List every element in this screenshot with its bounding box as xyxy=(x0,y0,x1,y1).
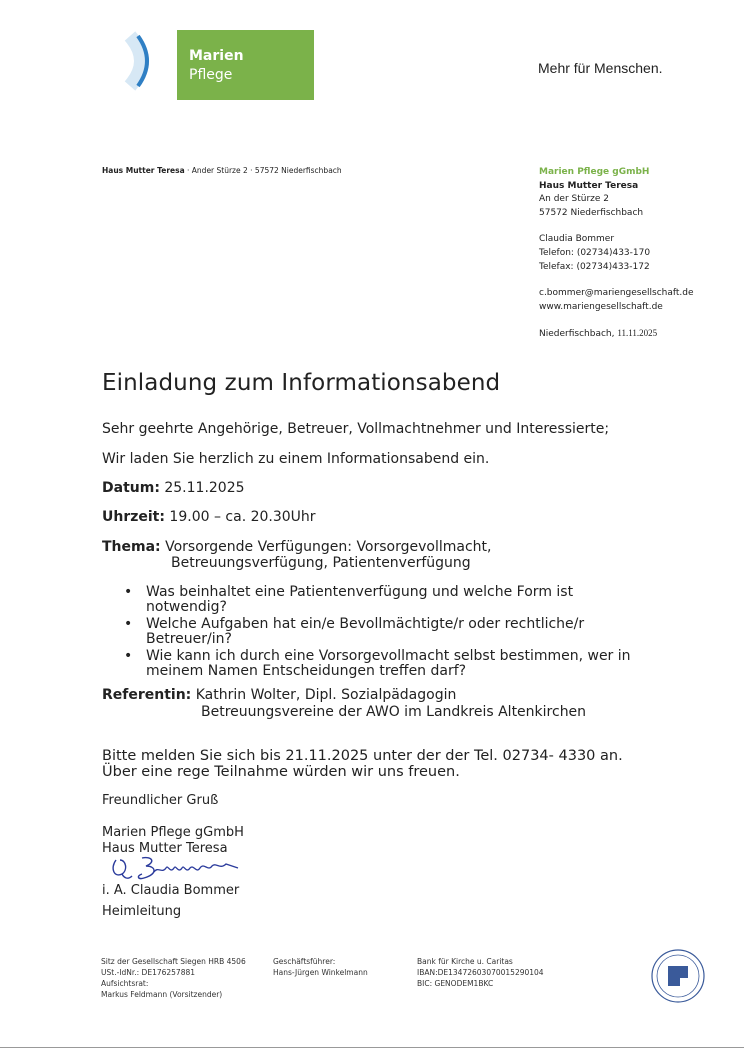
contact-person: Claudia Bommer xyxy=(539,234,615,245)
speaker-line-2: Betreuungsvereine der AWO im Landkreis Altenkirchen xyxy=(201,704,587,720)
list-item: • Wie kann ich durch eine Vorsorgevollmacht selbst bestimmen, wer in meinem Namen Entscheidungen treffen darf? xyxy=(124,649,684,678)
letter-date: 11.11.2025 xyxy=(617,328,658,339)
time-label: Uhrzeit: xyxy=(102,509,165,525)
topic-line-1: Vorsorgende Verfügungen: Vorsorgevollmacht, xyxy=(160,539,492,555)
salutation: Sehr geehrte Angehörige, Betreuer, Vollmachtnehmer und Interessierte; xyxy=(102,421,610,437)
signer-block xyxy=(102,880,239,922)
footer-bank: Bank für Kirche u. Caritas IBAN:DE13472603070015290104 BIC: GENODEM1BKC xyxy=(417,957,544,988)
sender-name: Haus Mutter Teresa xyxy=(102,166,185,175)
page-edge-divider xyxy=(0,1047,744,1048)
registration-line-1: Bitte melden Sie sich bis 21.11.2025 unter der der Tel. 02734- 4330 an. xyxy=(102,748,623,764)
logo-arc-icon xyxy=(112,30,162,92)
contact-city: 57572 Niederfischbach xyxy=(539,207,644,218)
contact-street: An der Stürze 2 xyxy=(539,194,610,205)
sender-return-address xyxy=(102,166,342,175)
topic-line-2: Betreuungsverfügung, Patientenverfügung xyxy=(171,555,471,571)
sender-address: · Ander Stürze 2 · 57572 Niederfischbach xyxy=(184,166,342,175)
event-time xyxy=(102,509,316,525)
speaker xyxy=(102,687,586,721)
contact-org: Marien Pflege gGmbH xyxy=(539,167,650,177)
registration-line-2: Über eine rege Teilnahme würden wir uns freuen. xyxy=(102,764,460,780)
contact-house: Haus Mutter Teresa xyxy=(539,180,639,191)
speaker-line-1: Kathrin Wolter, Dipl. Sozialpädagogin xyxy=(191,687,457,703)
list-item: • Was beinhaltet eine Patientenverfügung und welche Form ist notwendig? xyxy=(124,585,684,614)
logo-line-1: Marien xyxy=(189,48,244,64)
contact-block xyxy=(539,166,694,342)
place-date-prefix: Niederfischbach, xyxy=(539,329,618,340)
logo-line-2: Pflege xyxy=(189,67,233,83)
event-topic xyxy=(102,539,491,571)
date-label: Datum: xyxy=(102,480,160,496)
letter-title: Einladung zum Informationsabend xyxy=(102,370,501,396)
closing-house-name: Haus Mutter Teresa xyxy=(102,841,228,856)
signer-name: i. A. Claudia Bommer xyxy=(102,883,240,898)
date-value: 25.11.2025 xyxy=(159,480,245,496)
signer-role: Heimleitung xyxy=(102,904,182,919)
footer-management: Geschäftsführer: Hans-Jürgen Winkelmann xyxy=(273,957,368,977)
contact-web: www.mariengesellschaft.de xyxy=(539,301,663,312)
registration-note xyxy=(102,748,623,780)
logo-wordmark xyxy=(177,30,314,100)
footer-company-info: Sitz der Gesellschaft Siegen HRB 4506 USt.-IdNr.: DE176257881 Aufsichtsrat: Markus Feldmann (Vorsitzender) xyxy=(101,957,246,999)
closing-org-name: Marien Pflege gGmbH xyxy=(102,825,244,840)
contact-phone: Telefon: (02734)433-170 xyxy=(539,247,651,258)
slogan: Mehr für Menschen. xyxy=(538,60,663,76)
question-list xyxy=(124,585,684,681)
contact-email: c.bommer@mariengesellschaft.de xyxy=(539,288,694,299)
speaker-label: Referentin: xyxy=(102,687,192,703)
topic-label: Thema: xyxy=(102,539,161,555)
certification-seal-icon xyxy=(650,948,706,1004)
intro-text: Wir laden Sie herzlich zu einem Informationsabend ein. xyxy=(102,451,490,467)
time-value: 19.00 – ca. 20.30Uhr xyxy=(164,509,316,525)
contact-fax: Telefax: (02734)433-172 xyxy=(539,261,650,272)
place-date xyxy=(539,327,694,342)
event-date xyxy=(102,480,245,496)
greeting: Freundlicher Gruß xyxy=(102,793,219,808)
list-item: • Welche Aufgaben hat ein/e Bevollmächtigte/r oder rechtliche/r Betreuer/in? xyxy=(124,617,684,646)
